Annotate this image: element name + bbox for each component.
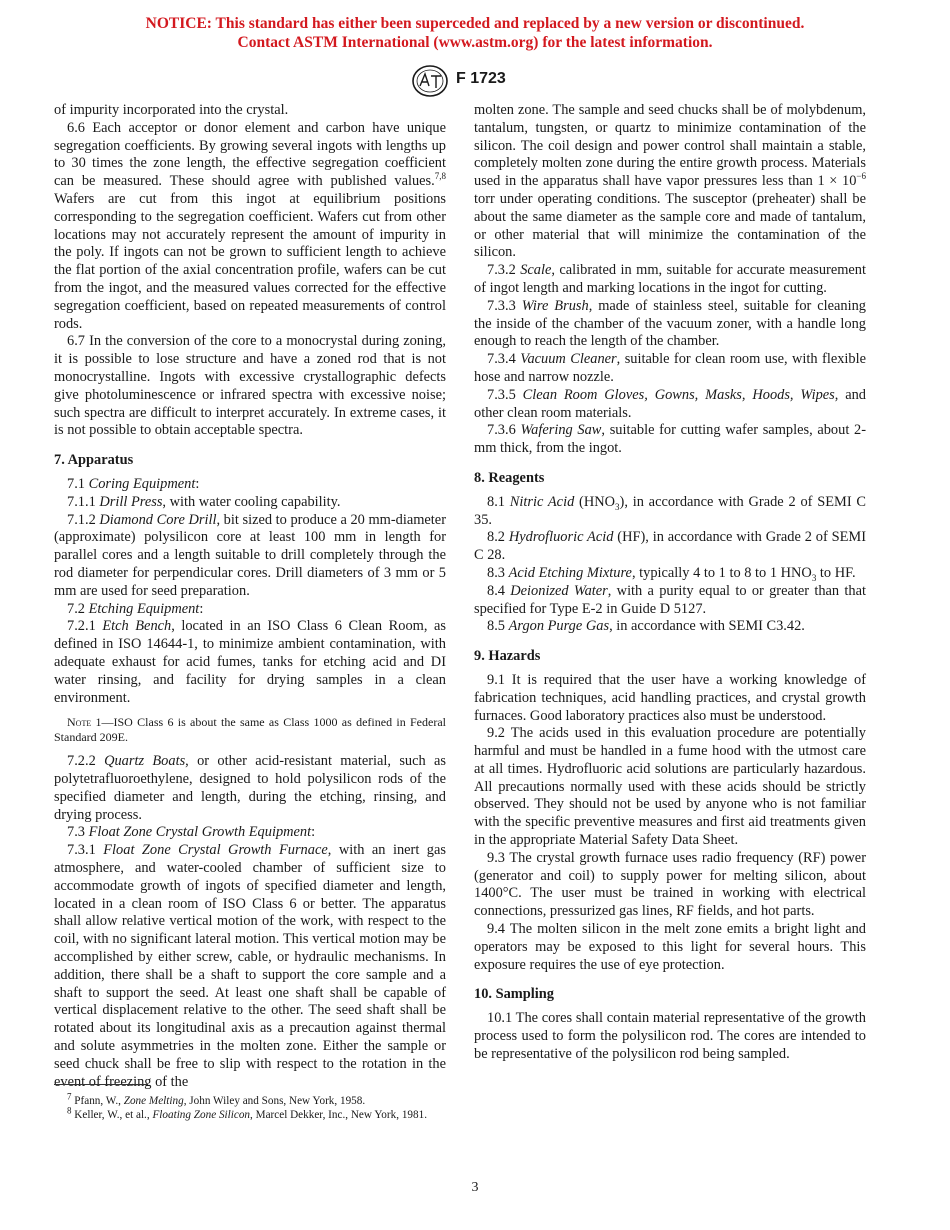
heading-apparatus: 7. Apparatus: [54, 452, 134, 469]
section-7-3-3: 7.3.3 Wire Brush, made of stainless steel, suitable for cleaning the inside of the chamber of the vacuum zoner, with a handle long enough to reach the length of the chamber.: [474, 297, 866, 350]
section-7-3-1: 7.3.1 Float Zone Crystal Growth Furnace, with an inert gas atmosphere, and water-cooled chamber of sufficient size to accommodate growth of ingots of specified diameter and length, located in a clean room of ISO Class 6 or better. The apparatus shall allow relative vertical motion of the work, with respect to the coil, with no significant lateral motion. This vertical motion may be accomplished by either screw, cable, or hydraulic mechanisms. In addition, there shall be a shaft to support the core sample and a shaft to support the seed. At least one shaft shall be capable of vertical displacement relative to the other. The seed shaft shall be rotated about its longitudinal axis as a precaution against thermal and solute asymmetries in the molten zone. Either the sample or seed chuck shall be free to slip with respect to the rotation in the event of freezing of the: [54, 842, 446, 1090]
astm-logo-icon: [411, 64, 449, 98]
heading-hazards: 9. Hazards: [474, 648, 541, 665]
footnote-7: $^7$ Pfann, W., Zone Melting, John Wiley and Sons, New York, 1958.: [67, 1091, 366, 1107]
paragraph: of impurity incorporated into the crystal.: [54, 102, 289, 118]
notice-banner: [0, 14, 950, 52]
section-7-2-1: 7.2.1 Etch Bench, located in an ISO Class 6 Clean Room, as defined in ISO 14644-1, to minimize ambient contamination, with adequate exhaust for acid fumes, tanks for etching acid and DI water rinsing, and facility for drying samples in a clean environment.: [54, 618, 446, 706]
section-7-1-1: 7.1.1 Drill Press, with water cooling capability.: [67, 493, 341, 510]
section-7-3-2: 7.3.2 Scale, calibrated in mm, suitable for accurate measurement of ingot length and marking locations in the ingot for cutting.: [474, 262, 866, 296]
page-number: 3: [471, 1180, 479, 1195]
note-1: Note 1—ISO Class 6 is about the same as Class 1000 as defined in Federal Standard 209E.: [54, 715, 446, 745]
standard-designation: F 1723: [456, 70, 506, 87]
section-7-2-2: 7.2.2 Quartz Boats, or other acid-resistant material, such as polytetrafluoroethylene, designed to hold polysilicon rods of the specified diameter and length, during the etching, rinsing, and drying process.: [54, 753, 446, 823]
left-column: [54, 102, 446, 1091]
section-8-1: 8.1 Nitric Acid $(HNO_3)$, in accordance with Grade 2 of SEMI C 35.: [474, 493, 866, 528]
section-7-3: 7.3 Float Zone Crystal Growth Equipment:: [67, 824, 316, 841]
section-7-2: 7.2 Etching Equipment:: [67, 600, 204, 617]
section-6-6: 6.6 Each acceptor or donor element and carbon have unique segregation coefficients. By growing several ingots with lengths up to 30 times the zone length, the effective segregation coefficient can be measured. These should agree with published values.$^{7,8}$ Wafers are cut from this ingot at equilibrium positions corresponding to the segregation coefficient. Wafers cut from other locations may not accurately represent the amount of impurity in the poly. If ingots can not be grown to sufficient length to achieve the flat portion of the axial concentration profile, wafers can be cut from the ingot, and the measured values corrected for the effective segregation coefficient, based on repeated measurements of control rods.: [54, 119, 446, 332]
footnote-divider: [54, 1084, 148, 1085]
page-header: [0, 64, 950, 98]
right-column: [474, 102, 866, 1064]
footnotes: [54, 1091, 454, 1122]
section-10-1: 10.1 The cores shall contain material representative of the growth process used to form the polysilicon rod. The cores are intended to be representative of the polysilicon rod being sampled.: [474, 1010, 866, 1062]
section-7-3-6: 7.3.6 Wafering Saw, suitable for cutting wafer samples, about 2-mm thick, from the ingot.: [474, 422, 866, 457]
section-9-1: 9.1 It is required that the user have a working knowledge of fabrication techniques, acid handling practices, and crystal growth furnaces. Good laboratory practices also must be understood.: [474, 671, 866, 724]
section-8-4: 8.4 Deionized Water, with a purity equal to or greater than that specified for Type E-2 in Guide D 5127.: [474, 582, 866, 617]
section-8-3: 8.3 Acid Etching Mixture, typically 4 to 1 to 8 to 1 $HNO_3$ to HF.: [487, 564, 856, 583]
section-7-3-4: 7.3.4 Vacuum Cleaner, suitable for clean room use, with flexible hose and narrow nozzle.: [474, 351, 867, 385]
footnote-8: $^8$ Keller, W., et al., Floating Zone Silicon, Marcel Dekker, Inc., New York, 1981.: [67, 1105, 427, 1121]
section-7-3-5: 7.3.5 Clean Room Gloves, Gowns, Masks, Hoods, Wipes, and other clean room materials.: [474, 386, 866, 421]
paragraph: molten zone. The sample and seed chucks shall be of molybdenum, tantalum, tungsten, or quartz to minimize contamination of the silicon. The coil design and power control shall maintain a stable, completely molten zone during the entire growth process. Materials used in the apparatus shall have vapor pressures less than $1 \times 10^{-6}$ torr under operating conditions. The susceptor (preheater) shall be about the same diameter as the sample core and made of tantalum, or other material that will minimize the contamination of the silicon.: [474, 102, 866, 261]
section-9-4: 9.4 The molten silicon in the melt zone emits a bright light and operators may be exposed to this light for several hours. This exposure requires the use of eye protection.: [474, 921, 866, 973]
section-8-2: 8.2 Hydrofluoric Acid (HF), in accordance with Grade 2 of SEMI C 28.: [474, 529, 866, 564]
section-6-7: 6.7 In the conversion of the core to a monocrystal during zoning, it is possible to lose structure and have a zoned rod that is not monocrystalline. Ingots with excessive crystallographic defects give photoluminescence or infrared spectra with excessive noise; such spectra are difficult to interpret accurately. In extreme cases, it is not possible to obtain acceptable spectra.: [54, 333, 446, 439]
section-8-5: 8.5 Argon Purge Gas, in accordance with SEMI C3.42.: [487, 618, 805, 635]
section-7-1: 7.1 Coring Equipment:: [67, 475, 200, 492]
section-9-2: 9.2 The acids used in this evaluation procedure are potentially harmful and must be handled in a fume hood with the utmost care at all times. Hydrofluoric acid solutions are particularly hazardous. All precautions normally used with these acids should be strictly observed. They should not be used by anyone who is not familiar with the specific preventive measures and first aid treatments given in the appropriate Material Safety Data Sheet.: [474, 725, 866, 849]
notice-line-2: Contact ASTM International (www.astm.org) for the latest information.: [237, 34, 713, 51]
section-7-1-2: 7.1.2 Diamond Core Drill, bit sized to produce a 20 mm-diameter (approximate) polysilicon core at least 100 mm in length for parallel cores and a length suitable to drill completely through the rod diameter for perpendicular cores. Drill diameters of 3 mm or 5 mm are used for seed preparation.: [54, 511, 446, 599]
heading-sampling: 10. Sampling: [474, 986, 554, 1003]
heading-reagents: 8. Reagents: [474, 469, 545, 486]
section-9-3: 9.3 The crystal growth furnace uses radio frequency (RF) power (generator and coil) to supply power for melting silicon, about 1400°C. The user must be trained in working with electrical connections, pressurized gas lines, RF fields, and hot parts.: [474, 849, 866, 920]
notice-line-1: NOTICE: This standard has either been superceded and replaced by a new version or discontinued.: [145, 15, 805, 32]
